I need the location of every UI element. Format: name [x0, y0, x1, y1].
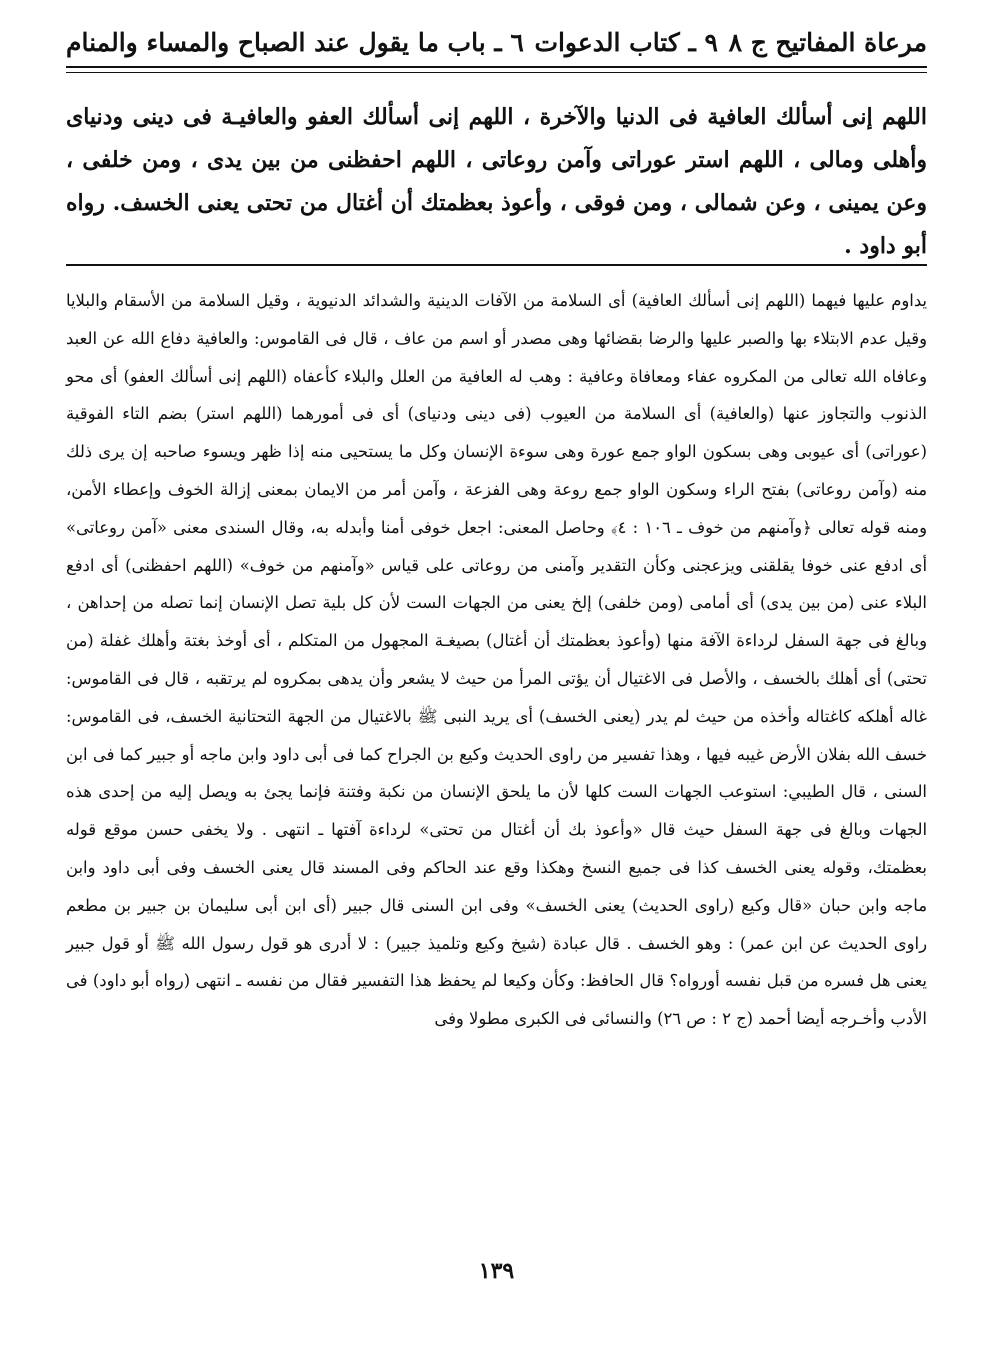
header-rule-thin [66, 72, 927, 73]
header-section: ٦ ـ باب ما يقول عند الصباح والمساء والمنام [66, 27, 524, 57]
hadith-text: اللهم إنى أسألك العافية فى الدنيا والآخرة ، اللهم إنى أسألك العفو والعافيـة فى دينى ودنياى وأهلى ومالى ، اللهم استر عوراتى وآمن روعاتى ، اللهم احفظنى من بين يدى ، ومن خلفى ، وعن يمينى ، وعن شمالى ، ومن فوقى ، وأعوذ بعظمتك أن أغتال من تحتى يعنى الخسف. رواه أبو داود . [66, 104, 927, 259]
commentary-block [66, 282, 927, 1038]
running-header [66, 22, 927, 62]
page-number: ١٣٩ [478, 1258, 515, 1284]
header-book-title: مرعاة المفاتيح ج ٨ [728, 27, 927, 57]
section-divider [66, 264, 927, 266]
commentary-paragraph: يداوم عليها فيهما (اللهم إنى أسألك العافية) أى السلامة من الآفات الدينية والشدائد الدنيوية ، وقيل السلامة من الأسقام والبلايا وقيل عدم الابتلاء بها والصبر عليها والرضا بقضائها وهى مصدر أو اسم من عاف ، قال فى القاموس: والعافية دفاع الله عن العبد وعافاه الله تعالى من المكروه عفاء ومعافاة وعافية : وهب له العافية من العلل والبلاء كأعفاه (اللهم إنى أسألك العفو) أى محو الذنوب والتجاوز عنها (والعافية) أى السلامة من العيوب (فى دينى ودنياى) أى فى أمورهما (اللهم استر) بضم التاء الفوقية (عوراتى) أى عيوبى وهى بسكون الواو جمع عورة وهى سوءة الإنسان وكل ما يستحيى منه إذا ظهر ويسوء صاحبه إن يرى ذلك منه (وآمن روعاتى) بفتح الراء وسكون الواو جمع روعة وهى الفزعة ، وآمن أمر من الايمان بمعنى إزالة الخوف وإعطاء الأمن، ومنه قوله تعالى ﴿وآمنهم من خوف ـ ١٠٦ : ٤﴾ وحاصل المعنى: اجعل خوفى أمنا وأبدله به، وقال السندى معنى «آمن روعاتى» أى ادفع عنى خوفا يقلقنى ويزعجنى وكأن التقدير وآمنى من روعاتى على قياس «وآمنهم من خوف» (اللهم احفظنى) أى ادفع البلاء عنى (من بين يدى) أى أمامى (ومن خلفى) إلخ يعنى من الجهات الست لأن كل بلية تصل الإنسان إنما تصله من إحداهن ، وبالغ فى جهة السفل لرداءة الآفة منها (وأعوذ بعظمتك أن أغتال) بصيغـة المجهول من المتكلم ، أى أوخذ بغتة وأهلك غفلة (من تحتى) أى أهلك بالخسف ، والأصل فى الاغتيال أن يؤتى المرأ من حيث لا يشعر وأن يدهى بمكروه لم يرتقبه ، قال فى القاموس: غاله أهلكه كاغتاله وأخذه من حيث لم يدر (يعنى الخسف) أى يريد النبى ﷺ بالاغتيال من الجهة التحتانية الخسف، فى القاموس: خسف الله بفلان الأرض غيبه فيها ، وهذا تفسير من راوى الحديث وكيع بن الجراح كما فى أبى داود وابن ماجه أو جبير كما فى ابن السنى ، قال الطيبي: استوعب الجهات الست كلها لأن ما يلحق الإنسان من نكبة وفتنة فإنما يجئ به ويصل إليه من إحدى هذه الجهات وبالغ فى جهة السفل حيث قال «وأعوذ بك أن أغتال من تحتى» لرداءة آفتها ـ انتهى . ولا يخفى حسن موقع قوله بعظمتك، وقوله يعنى الخسف كذا فى جميع النسخ وهكذا وقع عند الحاكم وفى المسند قال يعنى الخسف وفى أبى داود وابن ماجه وابن حبان «قال وكيع (راوى الحديث) يعنى الخسف» وفى ابن السنى قال جبير (أى ابن أبى سليمان بن جبير بن مطعم راوى الحديث عن ابن عمر) : وهو الخسف . قال عبادة (شيخ وكيع وتلميذ جبير) : لا أدرى هو قول رسول الله ﷺ أو قول جبير يعنى هل فسره من قبل نفسه أورواه؟ قال الحافظ: وكأن وكيعا لم يحفظ هذا التفسير فقال من نفسه ـ انتهى (رواه أبو داود) فى الأدب وأخـرجه أيضا أحمد (ج ٢ : ص ٢٦) والنسائى فى الكبرى مطولا وفى [66, 291, 927, 1029]
header-rule [66, 66, 927, 68]
header-chapter: ٩ ـ كتاب الدعوات [534, 27, 718, 57]
